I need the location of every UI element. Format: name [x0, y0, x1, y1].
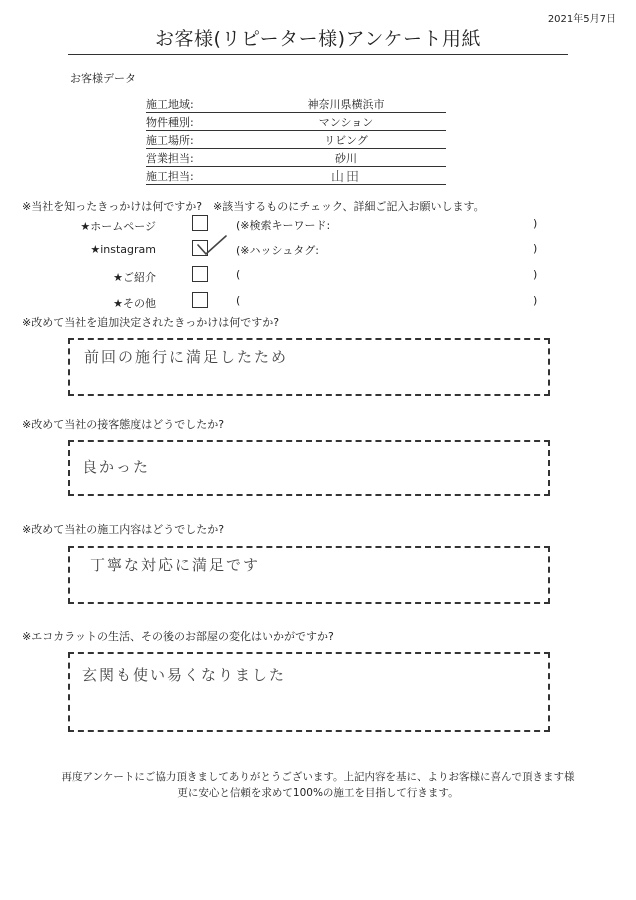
- answer-handwritten: 丁寧な対応に満足です: [90, 556, 261, 574]
- survey-date: 2021年5月7日: [547, 14, 616, 25]
- field-label: 営業担当:: [146, 152, 194, 165]
- field-value: 神奈川県横浜市: [307, 98, 385, 111]
- option-close: ): [533, 294, 538, 307]
- source-option-instagram: [0, 240, 636, 260]
- field-value-handwritten: 山田: [330, 170, 361, 185]
- field-label: 施工地域:: [146, 98, 194, 111]
- answer-box-repeat-reason[interactable]: [68, 338, 550, 396]
- footer-thanks-line1: 再度アンケートにご協力頂きましてありがとうございます。上記内容を基に、よりお客様に喜んで頂きます様: [61, 771, 575, 783]
- question-repeat-reason: ※改めて当社を追加決定されたきっかけは何ですか?: [22, 316, 280, 329]
- source-option-other: [0, 292, 636, 312]
- customer-data-label: お客様データ: [70, 72, 136, 85]
- field-value: 砂川: [335, 152, 357, 165]
- field-value: マンション: [318, 116, 374, 129]
- footer-thanks-line2: 更に安心と信頼を求めて100%の施工を目指して行きます。: [177, 787, 459, 799]
- field-sales-staff: [146, 149, 446, 167]
- answer-box-construction-quality[interactable]: [68, 546, 550, 604]
- answer-handwritten: 玄関も使い易くなりました: [82, 666, 287, 684]
- field-value: リビング: [324, 134, 368, 147]
- source-option-homepage: [0, 215, 636, 235]
- check-mark-icon: [196, 232, 228, 258]
- option-detail: (: [236, 294, 241, 307]
- answer-box-ecocarat-change[interactable]: [68, 652, 550, 732]
- option-label: ★ご紹介: [113, 271, 156, 284]
- field-label: 物件種別:: [146, 116, 194, 129]
- field-label: 施工担当:: [146, 170, 194, 183]
- option-label: ★その他: [113, 297, 156, 310]
- question-construction-quality: ※改めて当社の施工内容はどうでしたか?: [22, 523, 225, 536]
- field-label: 施工場所:: [146, 134, 194, 147]
- answer-box-service-attitude[interactable]: [68, 440, 550, 496]
- source-question: ※当社を知ったきっかけは何ですか? ※該当するものにチェック、詳細ご記入お願いします。: [22, 200, 485, 213]
- question-ecocarat-change: ※エコカラットの生活、その後のお部屋の変化はいかがですか?: [22, 630, 334, 643]
- answer-handwritten: 良かった: [82, 458, 151, 476]
- field-property-type: [146, 113, 446, 131]
- option-detail: (※ハッシュタグ:: [236, 244, 319, 257]
- option-detail: (※検索キーワード:: [236, 219, 331, 232]
- option-close: ): [533, 242, 538, 255]
- option-label: ★instagram: [90, 243, 156, 256]
- question-service-attitude: ※改めて当社の接客態度はどうでしたか?: [22, 418, 225, 431]
- option-close: ): [533, 217, 538, 230]
- referral-checkbox[interactable]: [192, 266, 208, 282]
- option-label: ★ホームページ: [80, 220, 156, 233]
- field-construction-staff: [146, 167, 446, 185]
- option-detail: (: [236, 268, 241, 281]
- field-construction-place: [146, 131, 446, 149]
- page-title: お客様(リピーター様)アンケート用紙: [155, 28, 481, 50]
- other-checkbox[interactable]: [192, 292, 208, 308]
- answer-handwritten: 前回の施行に満足したため: [84, 348, 289, 366]
- option-close: ): [533, 268, 538, 281]
- title-underline: [68, 54, 568, 55]
- source-option-referral: [0, 266, 636, 286]
- homepage-checkbox[interactable]: [192, 215, 208, 231]
- field-construction-area: [146, 95, 446, 113]
